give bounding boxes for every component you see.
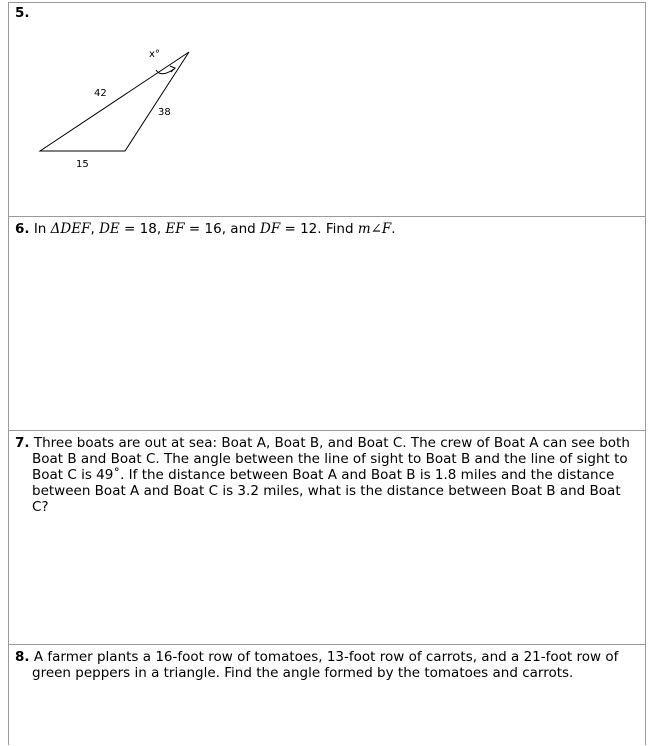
question-8 — [15, 649, 632, 681]
q6-de: DE — [99, 221, 120, 237]
q6-angle: m∠F — [357, 221, 392, 237]
question-8-text: A farmer plants a 16-foot row of tomatoes, 13-foot row of carrots, and a 21-foot row of green peppers in a triangle. Find the angle formed by the tomatoes and carrots. — [32, 649, 619, 681]
question-6-number: 6. — [15, 221, 30, 237]
question-5-number: 5. — [15, 5, 30, 21]
question-7-cell — [9, 431, 645, 645]
question-6 — [15, 221, 396, 237]
question-8-cell — [9, 645, 645, 746]
q6-text-6: . — [391, 221, 396, 237]
q6-text-2: , — [90, 221, 100, 237]
worksheet — [8, 2, 646, 745]
side-label-42: 42 — [94, 88, 107, 99]
question-6-cell — [9, 217, 645, 431]
triangle — [40, 52, 189, 151]
triangle-figure — [9, 3, 645, 217]
q6-text-1: In — [33, 221, 51, 237]
question-5-cell — [9, 3, 645, 217]
q6-ef: EF — [165, 221, 185, 237]
question-8-number: 8. — [15, 649, 30, 665]
q6-text-5: = 12. Find — [280, 221, 358, 237]
side-label-38: 38 — [158, 107, 171, 118]
side-label-15: 15 — [76, 159, 89, 170]
q6-text-4: = 16, and — [184, 221, 260, 237]
question-7-text: Three boats are out at sea: Boat A, Boat B, and Boat C. The crew of Boat A can see both Boat B and Boat C. The angle between the line of sight to Boat B and the line of sight to Boat C is 49˚. If the distance between Boat A and Boat B is 1.8 miles and the distance between Boat A and Boat C is 3.2 miles, what is the distance between Boat B and Boat C? — [32, 435, 630, 515]
angle-label: x° — [149, 49, 160, 60]
q6-df: DF — [260, 221, 281, 237]
question-7 — [15, 435, 632, 515]
q6-triangle: ΔDEF — [50, 221, 91, 237]
question-7-number: 7. — [15, 435, 30, 451]
q6-text-3: = 18, — [119, 221, 166, 237]
